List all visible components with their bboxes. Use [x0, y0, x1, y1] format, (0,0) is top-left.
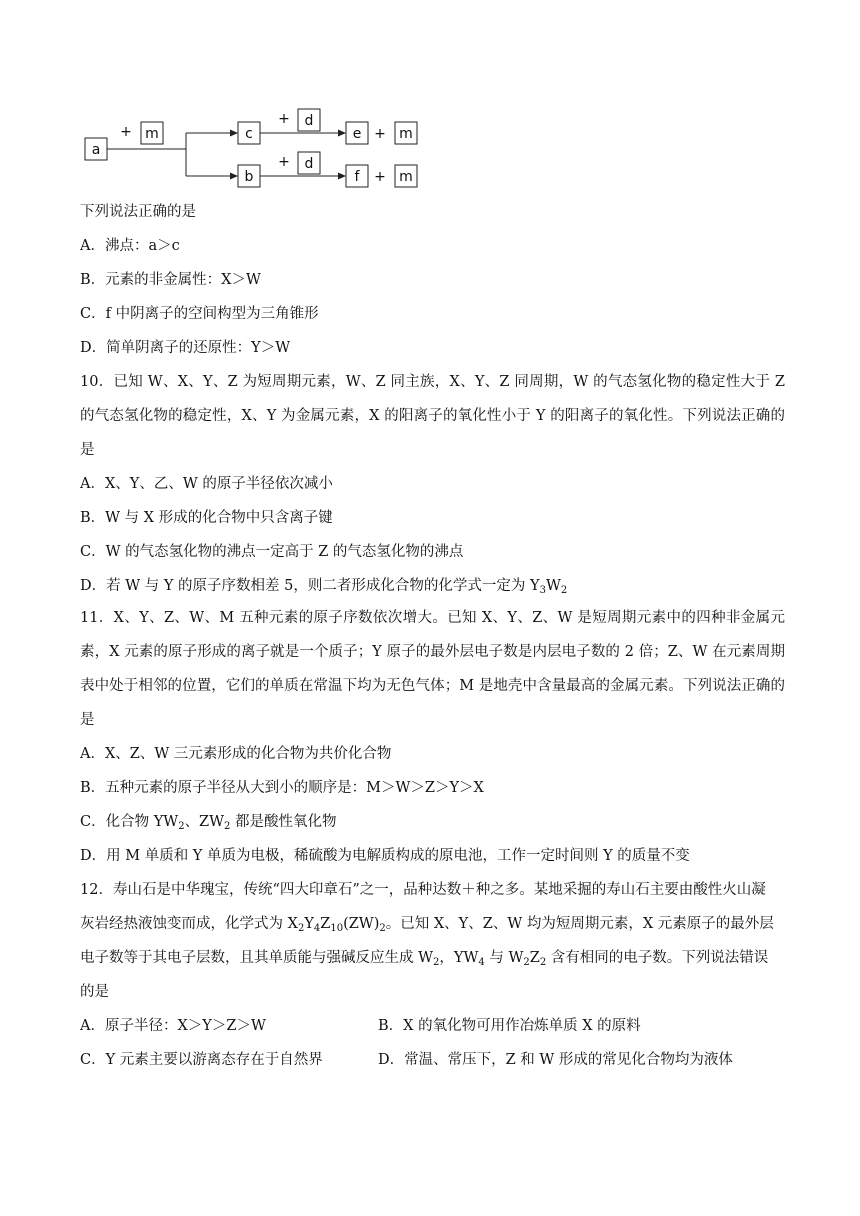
q12-option-d: D．常温、常压下，Z 和 W 形成的常见化合物均为液体	[378, 1052, 733, 1068]
svg-text:+: +	[374, 126, 386, 142]
svg-text:e: e	[352, 126, 362, 142]
q9-option-a: A．沸点：a＞c	[80, 238, 180, 254]
q10-option-a: A．X、Y、乙、W 的原子半径依次减小	[80, 476, 333, 492]
svg-text:m: m	[399, 169, 413, 185]
q11-option-b: B．五种元素的原子半径从大到小的顺序是：M＞W＞Z＞Y＞X	[80, 780, 484, 796]
svg-text:f: f	[354, 169, 360, 185]
q10-stem: 10．已知 W、X、Y、Z 为短周期元素，W、Z 同主族，X、Y、Z 同周期，W 的气态氢化物的稳定性大于 Z 的气态氢化物的稳定性，X、Y 为金属元素，X 的阳离子的氧化性小于 Y 的阳离子的氧化性。下列说法正确的是	[80, 374, 785, 458]
svg-text:c: c	[245, 126, 253, 142]
q9-stem: 下列说法正确的是	[80, 204, 196, 220]
q12-option-a: A．原子半径：X＞Y＞Z＞W	[80, 1018, 266, 1034]
q9-option-c: C．f 中阴离子的空间构型为三角锥形	[80, 306, 319, 322]
svg-text:d: d	[304, 113, 314, 129]
q12-stem-line2: 灰岩经热液蚀变而成，化学式为 $X_2Y_4Z_{10}(ZW)_2$。已知 X、Y、Z、W 均为短周期元素，X 元素原子的最外层	[80, 916, 774, 934]
reaction-flow-diagram	[80, 108, 430, 193]
q12-stem-line4: 的是	[80, 984, 109, 1000]
svg-text:d: d	[304, 156, 314, 172]
q9-option-b: B．元素的非金属性：X＞W	[80, 272, 261, 288]
svg-text:m: m	[399, 126, 413, 142]
svg-text:+: +	[120, 124, 132, 140]
q10-option-d: D．若 W 与 Y 的原子序数相差 5，则二者形成化合物的化学式一定为 $Y_3W_2$	[80, 578, 568, 596]
q12-option-b: B．X 的氧化物可用作冶炼单质 X 的原料	[378, 1018, 641, 1034]
q12-stem-line3: 电子数等于其电子层数，且其单质能与强碱反应生成 $W_2$，$YW_4$ 与 $W_2Z_2$ 含有相同的电子数。下列说法错误	[80, 950, 769, 968]
q10-option-b: B．W 与 X 形成的化合物中只含离子键	[80, 510, 333, 526]
q12-stem-line1: 12．寿山石是中华瑰宝，传统“四大印章石”之一，品种达数＋种之多。某地采掘的寿山石主要由酸性火山凝	[80, 882, 766, 898]
q11-option-c: C．化合物 $YW_2$、$ZW_2$ 都是酸性氧化物	[80, 814, 337, 832]
q11-stem: 11．X、Y、Z、W、M 五种元素的原子序数依次增大。已知 X、Y、Z、W 是短周期元素中的四种非金属元素，X 元素的原子形成的离子就是一个质子；Y 原子的最外层电子数是内层电子数的 2 倍；Z、W 在元素周期表中处于相邻的位置，它们的单质在常温下均为无色气体；M 是地壳中含量最高的金属元素。下列说法正确的是	[80, 610, 785, 728]
q10-option-c: C．W 的气态氢化物的沸点一定高于 Z 的气态氢化物的沸点	[80, 544, 464, 560]
svg-text:m: m	[145, 126, 159, 142]
svg-text:+: +	[374, 169, 386, 185]
q11-option-a: A．X、Z、W 三元素形成的化合物为共价化合物	[80, 746, 392, 762]
svg-text:b: b	[244, 169, 254, 185]
q9-option-d: D．简单阴离子的还原性：Y＞W	[80, 340, 291, 356]
svg-text:+: +	[278, 154, 290, 170]
q12-option-c: C．Y 元素主要以游离态存在于自然界	[80, 1052, 323, 1068]
svg-text:a: a	[91, 142, 101, 158]
q11-option-d: D．用 M 单质和 Y 单质为电极，稀硫酸为电解质构成的原电池，工作一定时间则 Y 的质量不变	[80, 848, 690, 864]
svg-text:+: +	[278, 111, 290, 127]
